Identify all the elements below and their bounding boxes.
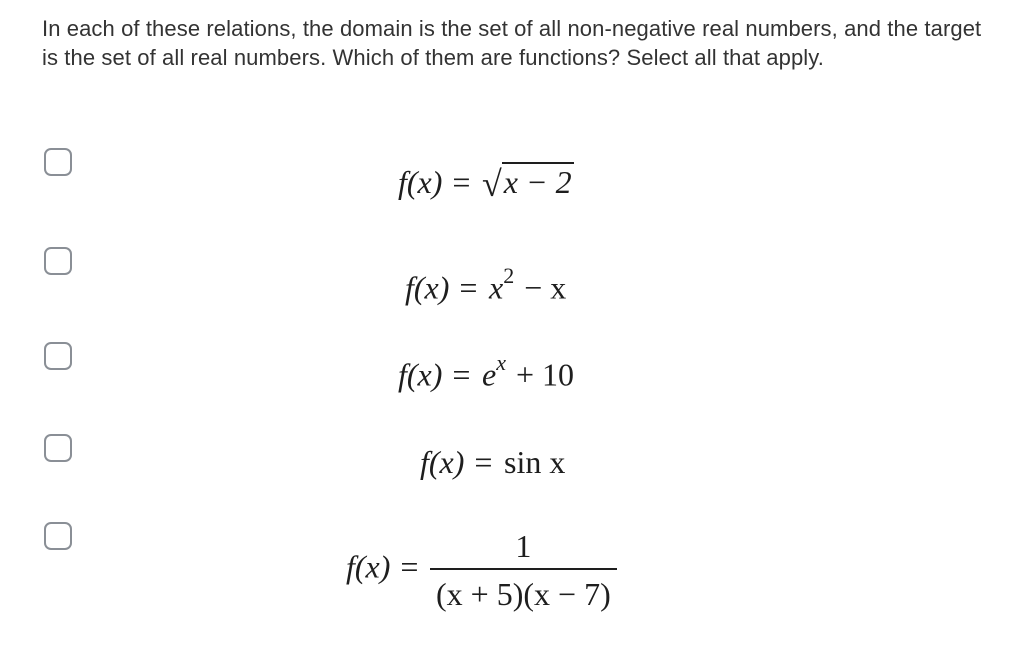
- formula-5-denominator: (x + 5)(x − 7): [430, 568, 617, 610]
- formula-5-lhs: f(x) =: [346, 548, 420, 585]
- question-text: In each of these relations, the domain is the set of all non-negative real numbers, and the target is the set of all real numbers. Which of them are functions? Select all that apply.: [42, 16, 982, 70]
- answer-checkbox-1[interactable]: [44, 148, 72, 176]
- formula-5-numerator: 1: [515, 528, 532, 564]
- formula-2-lhs: f(x) =: [405, 269, 479, 306]
- answer-choice-1: [0, 148, 1024, 208]
- answer-checkbox-3[interactable]: [44, 342, 72, 370]
- answer-checkbox-5[interactable]: [44, 522, 72, 550]
- formula-3-exponent: x: [496, 350, 506, 375]
- formula-3-lhs: f(x) =: [398, 356, 472, 393]
- formula-1-radicand: x − 2: [503, 164, 572, 200]
- sqrt-symbol: √: [482, 164, 502, 204]
- answer-choice-5: [0, 522, 1024, 622]
- answer-choice-4: [0, 434, 1024, 494]
- formula-5: [346, 530, 617, 610]
- formula-5-fraction: [430, 530, 617, 610]
- formula-1-lhs: f(x) =: [398, 164, 472, 200]
- formula-1: [398, 162, 574, 204]
- answer-checkbox-4[interactable]: [44, 434, 72, 462]
- formula-4-lhs: f(x) =: [420, 444, 494, 480]
- formula-4-rhs: sin x: [504, 444, 566, 480]
- formula-3-base: e: [482, 356, 497, 393]
- formula-3: [398, 350, 575, 393]
- answer-choice-2: [0, 247, 1024, 307]
- formula-2-exponent: 2: [503, 263, 515, 288]
- formula-3-tail: + 10: [515, 356, 575, 393]
- answer-checkbox-2[interactable]: [44, 247, 72, 275]
- answer-choice-3: [0, 342, 1024, 402]
- formula-2-base: x: [489, 269, 504, 306]
- formula-2: [405, 263, 567, 306]
- formula-4: [420, 446, 565, 478]
- formula-2-tail: − x: [524, 269, 567, 306]
